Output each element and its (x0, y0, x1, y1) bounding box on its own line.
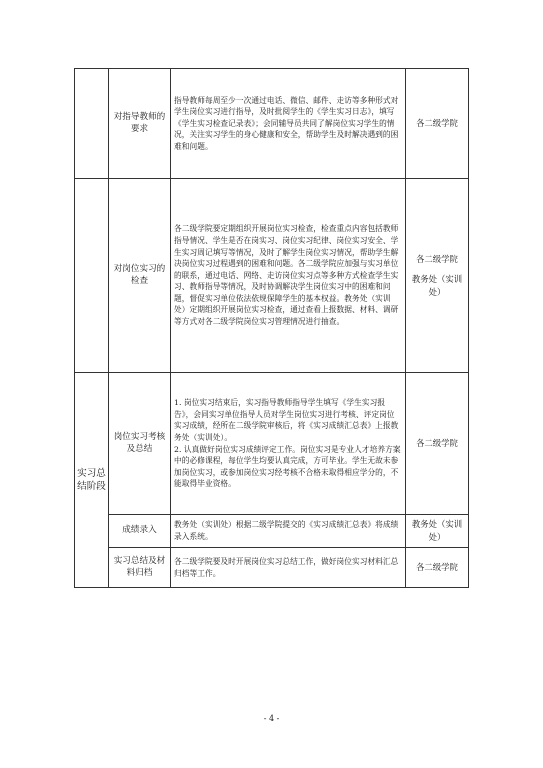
table-row (75, 179, 469, 373)
table-row (75, 515, 469, 548)
responsible-unit: 各二级学院 (416, 438, 458, 448)
item-cell: 实习总结及材料归档 (109, 548, 171, 588)
content-cell: 1. 岗位实习结束后，实习指导教师指导学生填写《学生实习报告》，会同实习单位指导人员对学生岗位实习进行考核、评定岗位实习成绩，经所在二级学院审核后，将《实习成绩汇总表》上报教务处（实训处）。 2. 认真做好岗位实习成绩评定工作。岗位实习是专业人才培养方案中的必修课程，每位学生均要认真完成，方可毕业。学生无故未参加岗位实习，或参加岗位实习经考核不合格未取得相应学分的，不能取得毕业资格。 (171, 373, 406, 515)
responsible-unit: 各二级学院 (416, 562, 458, 572)
content-cell: 各二级学院要定期组织开展岗位实习检查，检查重点内容包括教师指导情况、学生是否在岗实习、岗位实习纪律、岗位实习安全、学生实习周记填写等情况，及时了解学生岗位实习情况，帮助学生解决岗位实习过程遇到的困难和问题。各二级学院应加强与实习单位的联系，通过电话、网络、走访岗位实习点等多种方式检查学生实习、教师指导等情况，及时协调解决学生岗位实习中的困难和问题，督促实习单位依法依规保障学生的基本权益。教务处（实训处）定期组织开展岗位实习检查，通过查看上报数据、材料、调研等方式对各二级学院岗位实习管理情况进行抽查。 (171, 179, 406, 373)
responsible-cell (406, 373, 469, 515)
table-row (75, 373, 469, 515)
internship-table (74, 68, 469, 588)
content-cell: 指导教师每周至少一次通过电话、微信、邮件、走访等多种形式对学生岗位实习进行指导，及时批阅学生的《学生实习日志》，填写《学生实习检查记录表》；会同辅导员共同了解岗位实习学生的情况，关注实习学生的身心健康和安全，帮助学生及时解决遇到的困难和问题。 (171, 69, 406, 179)
item-cell: 成绩录入 (109, 515, 171, 548)
responsible-unit: 教务处（实训处） (411, 273, 463, 297)
content-cell: 各二级学院要及时开展岗位实习总结工作，做好岗位实习材料汇总归档等工作。 (171, 548, 406, 588)
item-cell: 对指导教师的要求 (109, 69, 171, 179)
stage-cell-empty (75, 69, 109, 179)
stage-cell: 实习总结阶段 (75, 373, 109, 588)
responsible-cell (406, 515, 469, 548)
responsible-cell (406, 548, 469, 588)
item-cell: 对岗位实习的检查 (109, 179, 171, 373)
content-cell: 教务处（实训处）根据二级学院提交的《实习成绩汇总表》将成绩录入系统。 (171, 515, 406, 548)
stage-cell-empty (75, 179, 109, 373)
page-number: - 4 - (263, 714, 280, 723)
table-row (75, 69, 469, 179)
responsible-unit: 各二级学院 (416, 253, 458, 264)
table-row (75, 548, 469, 588)
responsible-cell (406, 179, 469, 373)
responsible-cell (406, 69, 469, 179)
item-cell: 岗位实习考核及总结 (109, 373, 171, 515)
responsible-unit: 各二级学院 (416, 118, 458, 128)
responsible-unit: 教务处（实训处） (411, 519, 463, 542)
